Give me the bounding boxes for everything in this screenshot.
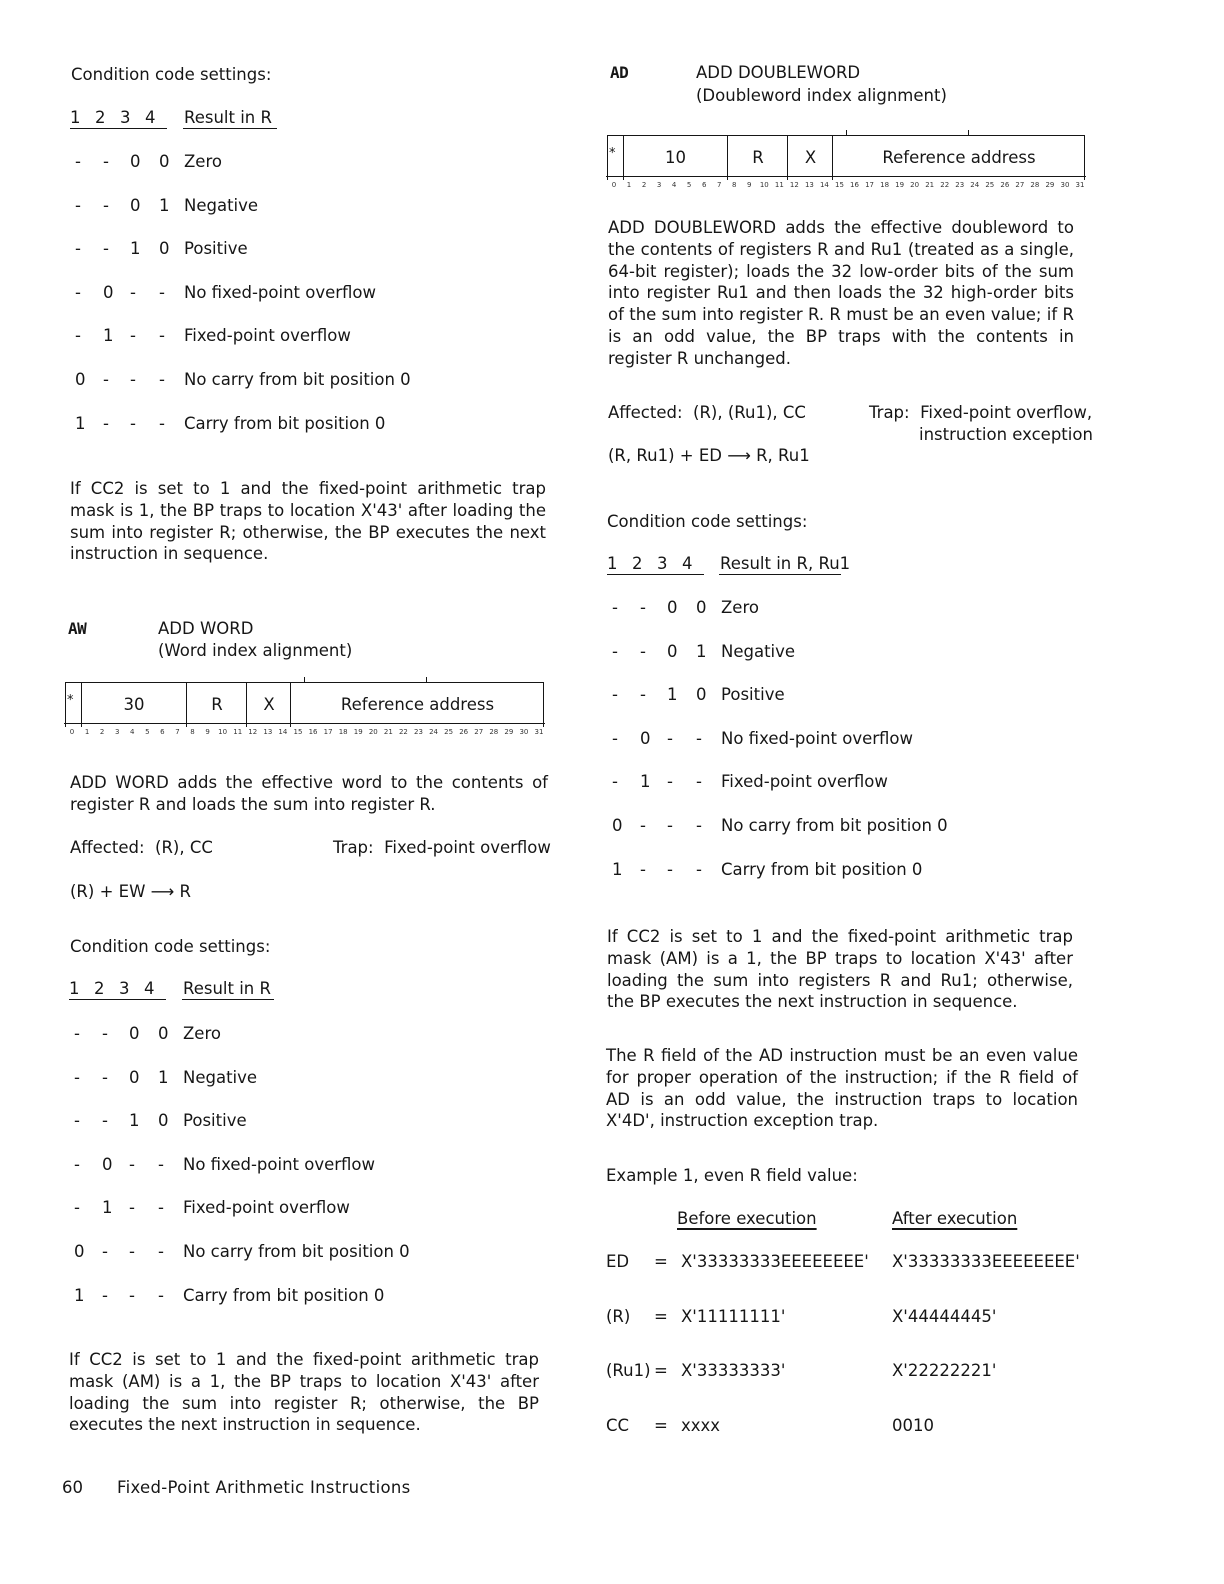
- cc-bit-2: -: [640, 816, 646, 835]
- bit-number: 30: [519, 728, 529, 736]
- cc-bit-2: 0: [103, 282, 114, 302]
- bit-number: 20: [910, 181, 920, 189]
- bit-number: 13: [804, 181, 814, 189]
- cc-bit-4: -: [158, 1285, 164, 1305]
- cc-result-header: Result in R: [183, 979, 271, 998]
- after-value: X'22222221': [892, 1361, 997, 1380]
- cc-bit-3: -: [667, 816, 673, 835]
- cc-bit-2: 0: [640, 728, 651, 748]
- cc-bit-4: -: [696, 816, 702, 835]
- cc-bit-3: 1: [130, 239, 141, 259]
- bit-number: 5: [686, 181, 692, 189]
- cc-bit-3: -: [129, 1198, 135, 1218]
- bit-number: 26: [459, 728, 469, 736]
- page-number: 60: [62, 1478, 83, 1497]
- cc-bit-3: -: [129, 1154, 135, 1174]
- cc-bit-2: -: [103, 152, 109, 171]
- instruction-format: [65, 682, 544, 736]
- cc-bit-4: -: [696, 728, 702, 748]
- cc-result: Negative: [721, 641, 796, 661]
- instruction-mnemonic: AW: [68, 619, 87, 638]
- bit-number: 2: [641, 181, 647, 189]
- cc-result: No fixed-point overflow: [721, 728, 914, 748]
- cc-result: Carry from bit position 0: [721, 859, 923, 879]
- instruction-title: ADD WORD: [158, 619, 254, 638]
- cc-bit-2: 0: [102, 1154, 113, 1174]
- before-value: X'33333333EEEEEEEE': [681, 1252, 869, 1271]
- cc-bit-3: 1: [667, 685, 678, 705]
- bit-number: 7: [175, 728, 180, 736]
- bit-number: 31: [1075, 181, 1085, 189]
- cc-bit-2: 1: [103, 326, 114, 346]
- cc-result: Positive: [184, 239, 248, 259]
- cc-bit-3: 0: [130, 152, 141, 171]
- cc-bit-3: 0: [667, 598, 678, 617]
- bit-number: 28: [489, 728, 499, 736]
- bit-number: 0: [611, 181, 617, 189]
- register-name: CC: [606, 1416, 630, 1435]
- cc-bit-header: 1 2 3 4: [69, 979, 155, 998]
- cc-bit-4: -: [158, 1242, 164, 1261]
- affected-registers: Affected: (R), (Ru1), CC: [608, 403, 806, 422]
- cc-bit-1: -: [75, 239, 81, 259]
- cc-bit-1: -: [75, 195, 81, 215]
- cc-heading: Condition code settings:: [70, 937, 271, 956]
- instruction-description: ADD WORD adds the effective word to the contents of register R and loads the sum into register R.: [70, 773, 548, 814]
- bit-number: 7: [716, 181, 722, 189]
- bit-position-scale: [66, 728, 543, 738]
- cc-bit-2: -: [103, 413, 109, 433]
- cc-bit-3: -: [130, 282, 136, 302]
- bit-number: 22: [940, 181, 950, 189]
- instruction-format: [607, 135, 1085, 189]
- operation-formula: (R) + EW ⟶ R: [70, 882, 192, 901]
- bit-number: 14: [278, 728, 288, 736]
- bit-number: 0: [69, 728, 75, 736]
- example-heading: Example 1, even R field value:: [606, 1166, 858, 1185]
- bit-number: 24: [429, 728, 438, 736]
- cc-bit-2: -: [102, 1285, 108, 1305]
- reference-address-field: Reference address: [292, 683, 544, 727]
- cc-bit-4: 1: [158, 1067, 169, 1087]
- cc-note: If CC2 is set to 1 and the fixed-point arithmetic trap mask is 1, the BP traps to location X'43' after loading the sum into register R; otherwise, the BP executes the next instruction in sequence.: [70, 479, 546, 564]
- cc-bit-2: -: [640, 641, 646, 661]
- bit-number: 29: [1045, 181, 1055, 189]
- cc-bit-header: 1 2 3 4: [70, 108, 156, 127]
- cc-result: Zero: [183, 1024, 221, 1043]
- bit-number: 9: [205, 728, 210, 736]
- cc-bit-1: 0: [612, 816, 623, 835]
- cc-bit-3: -: [129, 1242, 135, 1261]
- cc-bit-1: 1: [612, 859, 623, 879]
- cc-bit-3: -: [130, 370, 136, 389]
- bit-number: 21: [383, 728, 393, 736]
- cc-bit-4: -: [159, 282, 165, 302]
- bit-number: 4: [671, 181, 677, 189]
- x-field: X: [248, 683, 291, 727]
- cc-result: No carry from bit position 0: [721, 816, 948, 835]
- bit-number: 23: [955, 181, 965, 189]
- bit-number: 15: [293, 728, 303, 736]
- cc-bit-1: 1: [74, 1285, 85, 1305]
- bit-number: 27: [1015, 181, 1025, 189]
- cc-bit-2: -: [103, 239, 109, 259]
- cc-bit-3: 1: [129, 1111, 140, 1131]
- cc-bit-header: 1 2 3 4: [607, 554, 693, 573]
- section-title: Fixed-Point Arithmetic Instructions: [117, 1478, 411, 1497]
- instruction-subtitle: (Word index alignment): [158, 641, 353, 660]
- bit-number: 21: [925, 181, 935, 189]
- bit-number: 15: [835, 181, 844, 189]
- bit-number: 11: [233, 728, 243, 736]
- cc-bit-1: -: [75, 326, 81, 346]
- cc-result: Carry from bit position 0: [183, 1285, 385, 1305]
- register-name: ED: [606, 1252, 630, 1271]
- bit-number: 6: [701, 181, 707, 189]
- bit-number: 18: [880, 181, 890, 189]
- cc-bit-4: -: [696, 859, 702, 879]
- bit-number: 25: [985, 181, 995, 189]
- instruction-description: ADD DOUBLEWORD adds the effective doubleword to the contents of registers R and Ru1 (treated as a single, 64-bit register); loads the 32 low-order bits of the sum into register Ru1 and then loads the 32 high-order bits of the sum into register R. R must be an even value; if R is an odd value, the BP traps with the contents in register R unchanged.: [608, 218, 1074, 368]
- cc-bit-4: -: [159, 413, 165, 433]
- r-field: R: [188, 683, 247, 727]
- register-name: (R): [606, 1307, 631, 1326]
- bit-number: 5: [145, 728, 150, 736]
- cc-bit-4: 1: [159, 195, 170, 215]
- bit-number: 1: [626, 181, 632, 189]
- equals-sign: =: [654, 1361, 668, 1380]
- instruction-mnemonic: AD: [610, 63, 629, 82]
- cc-bit-4: 1: [696, 641, 707, 661]
- cc-bit-1: -: [75, 282, 81, 302]
- cc-heading: Condition code settings:: [607, 512, 808, 531]
- x-field: X: [789, 136, 833, 180]
- trap-conditions: Trap: Fixed-point overflow,: [869, 403, 1093, 422]
- bit-number: 30: [1060, 181, 1070, 189]
- equals-sign: =: [654, 1252, 668, 1271]
- bit-number: 14: [819, 181, 829, 189]
- cc-bit-2: -: [102, 1111, 108, 1131]
- cc-bit-1: -: [612, 772, 618, 792]
- instruction-subtitle: (Doubleword index alignment): [696, 86, 947, 105]
- bit-number: 8: [732, 181, 737, 189]
- cc-result: Zero: [184, 152, 222, 171]
- cc-result: Positive: [183, 1111, 247, 1131]
- cc-bit-3: 0: [130, 195, 141, 215]
- cc-bit-2: -: [102, 1067, 108, 1087]
- equals-sign: =: [654, 1416, 668, 1435]
- cc-bit-3: -: [667, 772, 673, 792]
- cc-heading: Condition code settings:: [71, 65, 272, 84]
- cc-bit-4: 0: [158, 1111, 169, 1131]
- cc-bit-1: -: [74, 1198, 80, 1218]
- cc-result: No carry from bit position 0: [184, 370, 411, 389]
- cc-bit-4: 0: [159, 239, 170, 259]
- cc-result: Positive: [721, 685, 785, 705]
- cc-bit-1: -: [74, 1024, 80, 1043]
- bit-number: 29: [504, 728, 514, 736]
- bit-number: 27: [474, 728, 484, 736]
- cc-bit-3: -: [129, 1285, 135, 1305]
- cc-result: Fixed-point overflow: [721, 772, 888, 792]
- bit-number: 20: [368, 728, 378, 736]
- cc-result-header: Result in R, Ru1: [720, 554, 851, 573]
- after-value: X'33333333EEEEEEEE': [892, 1252, 1080, 1271]
- r-field: R: [729, 136, 788, 180]
- cc-bit-1: 0: [74, 1242, 85, 1261]
- cc-bit-3: -: [667, 728, 673, 748]
- bit-number: 28: [1030, 181, 1040, 189]
- bit-number: 8: [190, 728, 195, 736]
- bit-number: 11: [774, 181, 784, 189]
- cc-bit-2: -: [640, 859, 646, 879]
- bit-number: 12: [789, 181, 799, 189]
- bit-number: 10: [218, 728, 228, 736]
- indirect-field: *: [608, 136, 624, 180]
- cc-bit-3: -: [667, 859, 673, 879]
- bit-number: 3: [656, 181, 662, 189]
- bit-number: 6: [160, 728, 165, 736]
- equals-sign: =: [654, 1307, 668, 1326]
- operation-formula: (R, Ru1) + ED ⟶ R, Ru1: [608, 446, 810, 465]
- after-value: 0010: [892, 1416, 934, 1435]
- bit-number: 18: [338, 728, 348, 736]
- cc-bit-4: -: [158, 1198, 164, 1218]
- opcode-field: 10: [624, 136, 728, 180]
- cc-result: Negative: [183, 1067, 258, 1087]
- bit-number: 19: [895, 181, 905, 189]
- cc-bit-1: 1: [75, 413, 86, 433]
- cc-result: No fixed-point overflow: [183, 1154, 376, 1174]
- bit-number: 16: [850, 181, 859, 189]
- cc-result: Zero: [721, 598, 759, 617]
- bit-position-scale: [608, 181, 1084, 191]
- cc-bit-2: 1: [640, 772, 651, 792]
- bit-number: 24: [970, 181, 980, 189]
- bit-number: 25: [444, 728, 454, 736]
- cc-bit-4: 0: [159, 152, 170, 171]
- bit-number: 31: [534, 728, 544, 736]
- cc-result-header: Result in R: [184, 108, 272, 127]
- cc-bit-1: -: [74, 1154, 80, 1174]
- before-value: X'11111111': [681, 1307, 786, 1326]
- cc-bit-2: -: [103, 195, 109, 215]
- cc-result: Fixed-point overflow: [184, 326, 351, 346]
- cc-bit-2: -: [640, 685, 646, 705]
- cc-bit-1: -: [612, 685, 618, 705]
- cc-result: Carry from bit position 0: [184, 413, 386, 433]
- cc-result: No fixed-point overflow: [184, 282, 377, 302]
- instruction-title: ADD DOUBLEWORD: [696, 63, 861, 82]
- before-value: xxxx: [681, 1416, 721, 1435]
- bit-number: 4: [130, 728, 135, 736]
- bit-number: 19: [353, 728, 363, 736]
- example-before-header: Before execution: [677, 1209, 817, 1228]
- cc-bit-4: -: [159, 370, 165, 389]
- affected-registers: Affected: (R), CC: [70, 838, 213, 857]
- cc-bit-3: 0: [667, 641, 678, 661]
- cc-bit-1: -: [612, 728, 618, 748]
- bit-number: 17: [865, 181, 874, 189]
- bit-number: 2: [99, 728, 105, 736]
- cc-bit-4: 0: [696, 598, 707, 617]
- bit-number: 17: [323, 728, 333, 736]
- register-name: (Ru1): [606, 1361, 651, 1380]
- cc-bit-1: -: [612, 641, 618, 661]
- cc-bit-4: -: [159, 326, 165, 346]
- example-after-header: After execution: [892, 1209, 1018, 1228]
- cc-bit-4: -: [696, 772, 702, 792]
- cc-bit-4: 0: [158, 1024, 169, 1043]
- opcode-field: 30: [82, 683, 187, 727]
- cc-bit-1: -: [74, 1111, 80, 1131]
- cc-bit-2: 1: [102, 1198, 113, 1218]
- reference-address-field: Reference address: [834, 136, 1085, 180]
- cc-bit-2: -: [640, 598, 646, 617]
- cc-note: If CC2 is set to 1 and the fixed-point arithmetic trap mask (AM) is a 1, the BP traps to location X'43' after loading the sum into registers R and Ru1; otherwise, the BP executes the next instruction in sequence.: [607, 927, 1073, 1012]
- cc-bit-2: -: [102, 1024, 108, 1043]
- cc-bit-4: -: [158, 1154, 164, 1174]
- cc-bit-3: -: [130, 326, 136, 346]
- cc-bit-3: -: [130, 413, 136, 433]
- cc-note: If CC2 is set to 1 and the fixed-point arithmetic trap mask (AM) is a 1, the BP traps to location X'43' after loading the sum into register R; otherwise, the BP executes the next instruction in sequence.: [69, 1350, 539, 1435]
- bit-number: 12: [248, 728, 258, 736]
- cc-bit-2: -: [102, 1242, 108, 1261]
- cc-bit-2: -: [103, 370, 109, 389]
- trap-conditions: Trap: Fixed-point overflow: [333, 838, 551, 857]
- bit-number: 16: [308, 728, 318, 736]
- cc-bit-3: 0: [129, 1024, 140, 1043]
- bit-number: 26: [1000, 181, 1010, 189]
- trap-conditions-continued: instruction exception: [919, 425, 1093, 444]
- bit-number: 1: [84, 728, 90, 736]
- cc-bit-1: -: [612, 598, 618, 617]
- after-value: X'44444445': [892, 1307, 997, 1326]
- bit-number: 10: [759, 181, 769, 189]
- cc-result: Negative: [184, 195, 259, 215]
- bit-number: 9: [747, 181, 752, 189]
- r-field-note: The R field of the AD instruction must be an even value for proper operation of the instruction; if the R field of AD is an odd value, the instruction traps to location X'4D', instruction exception trap.: [606, 1046, 1078, 1131]
- cc-result: No carry from bit position 0: [183, 1242, 410, 1261]
- cc-bit-4: 0: [696, 685, 707, 705]
- cc-result: Fixed-point overflow: [183, 1198, 350, 1218]
- cc-bit-1: -: [74, 1067, 80, 1087]
- cc-bit-3: 0: [129, 1067, 140, 1087]
- cc-bit-1: -: [75, 152, 81, 171]
- bit-number: 3: [114, 728, 120, 736]
- before-value: X'33333333': [681, 1361, 786, 1380]
- bit-number: 23: [414, 728, 423, 736]
- indirect-field: *: [66, 683, 82, 727]
- bit-number: 13: [263, 728, 273, 736]
- cc-bit-1: 0: [75, 370, 86, 389]
- bit-number: 22: [398, 728, 408, 736]
